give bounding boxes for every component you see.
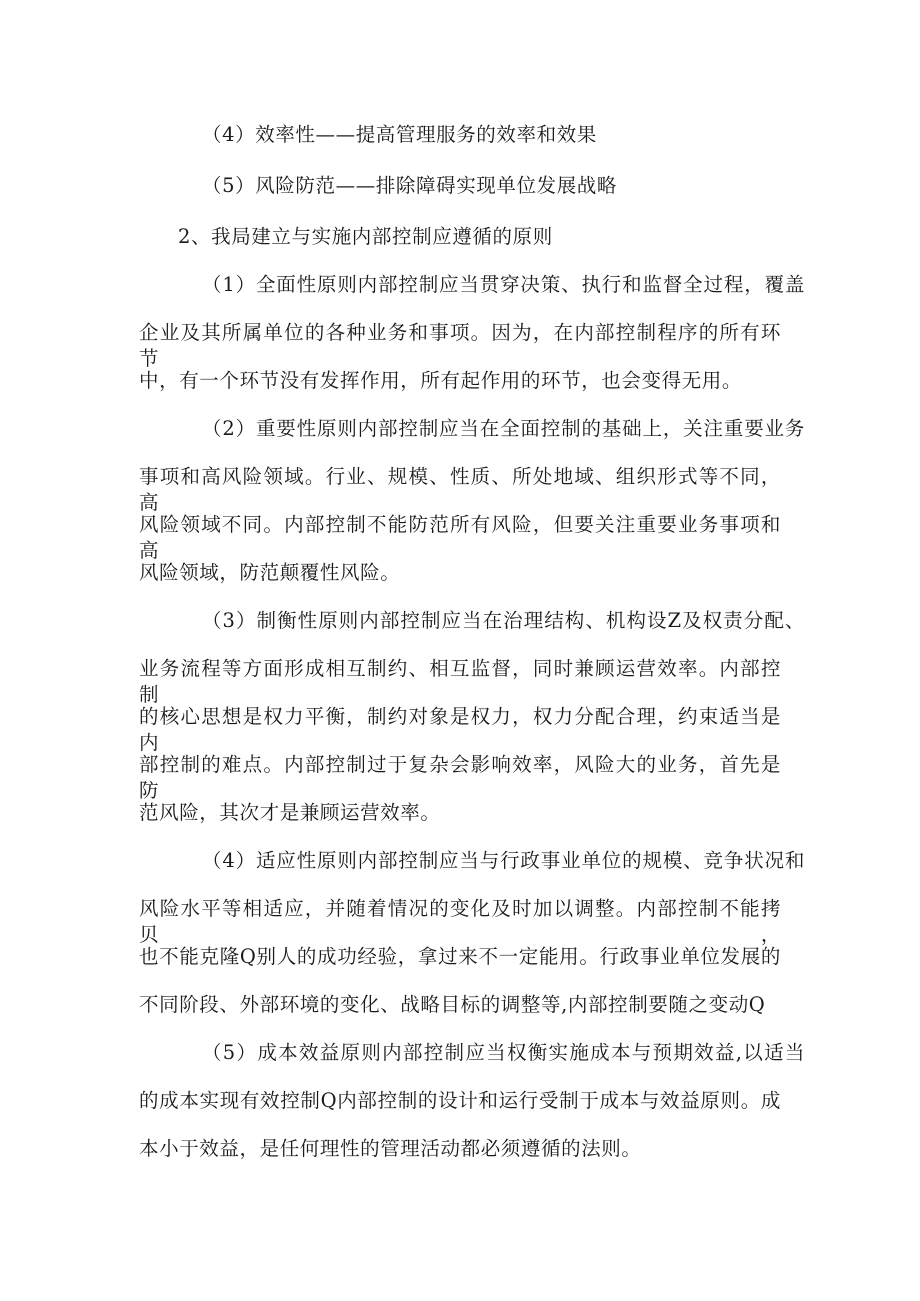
paragraph-adaptability-line-2: 风险水平等相适应，并随着情况的变化及时加以调整。内部控制不能拷贝，: [139, 897, 781, 946]
paragraph-comprehensive-line-2: 企业及其所属单位的各种业务和事项。因为，在内部控制程序的所有环节: [139, 321, 781, 370]
paragraph-checks-balances-line-1: （3）制衡性原则内部控制应当在治理结构、机构设Z及权责分配、: [202, 609, 805, 632]
paragraph-adaptability-line-3: 也不能克隆Q别人的成功经验，拿过来不一定能用。行政事业单位发展的: [139, 945, 781, 968]
paragraph-adaptability-line-1: （4）适应性原则内部控制应当与行政事业单位的规模、竞争状况和: [202, 849, 805, 872]
paragraph-adaptability-line-4: 不同阶段、外部环境的变化、战略目标的调整等,内部控制要随之变动Q: [139, 993, 766, 1016]
paragraph-checks-balances-line-4: 部控制的难点。内部控制过于复杂会影响效率，风险大的业务，首先是防: [139, 753, 781, 802]
paragraph-importance-line-1: （2）重要性原则内部控制应当在全面控制的基础上，关注重要业务: [202, 417, 805, 440]
paragraph-checks-balances-line-5: 范风险，其次才是兼顾运营效率。: [139, 801, 441, 824]
paragraph-comprehensive-line-1: （1）全面性原则内部控制应当贯穿决策、执行和监督全过程，覆盖: [202, 273, 805, 296]
section-heading-principles: 2、我局建立与实施内部控制应遵循的原则: [178, 225, 553, 248]
list-item-risk-prevention: （5）风险防范——排除障碍实现单位发展战略: [202, 174, 618, 197]
paragraph-importance-line-2: 事项和高风险领域。行业、规模、性质、所处地域、组织形式等不同，高: [139, 465, 781, 514]
paragraph-checks-balances-line-3: 的核心思想是权力平衡，制约对象是权力，权力分配合理，约束适当是内: [139, 705, 781, 754]
paragraph-cost-benefit-line-3: 本小于效益，是任何理性的管理活动都必须遵循的法则。: [139, 1137, 642, 1160]
paragraph-comprehensive-line-3: 中，有一个环节没有发挥作用，所有起作用的环节，也会变得无用。: [139, 369, 743, 392]
paragraph-importance-line-4: 风险领域，防范颠覆性风险。: [139, 561, 401, 584]
paragraph-cost-benefit-line-1: （5）成本效益原则内部控制应当权衡实施成本与预期效益,以适当: [202, 1041, 805, 1064]
list-item-efficiency: （4）效率性——提高管理服务的效率和效果: [202, 123, 597, 146]
paragraph-checks-balances-line-2: 业务流程等方面形成相互制约、相互监督，同时兼顾运营效率。内部控制: [139, 657, 781, 706]
paragraph-importance-line-3: 风险领域不同。内部控制不能防范所有风险，但要关注重要业务事项和高: [139, 513, 781, 562]
paragraph-cost-benefit-line-2: 的成本实现有效控制Q内部控制的设计和运行受制于成本与效益原则。成: [139, 1089, 781, 1112]
